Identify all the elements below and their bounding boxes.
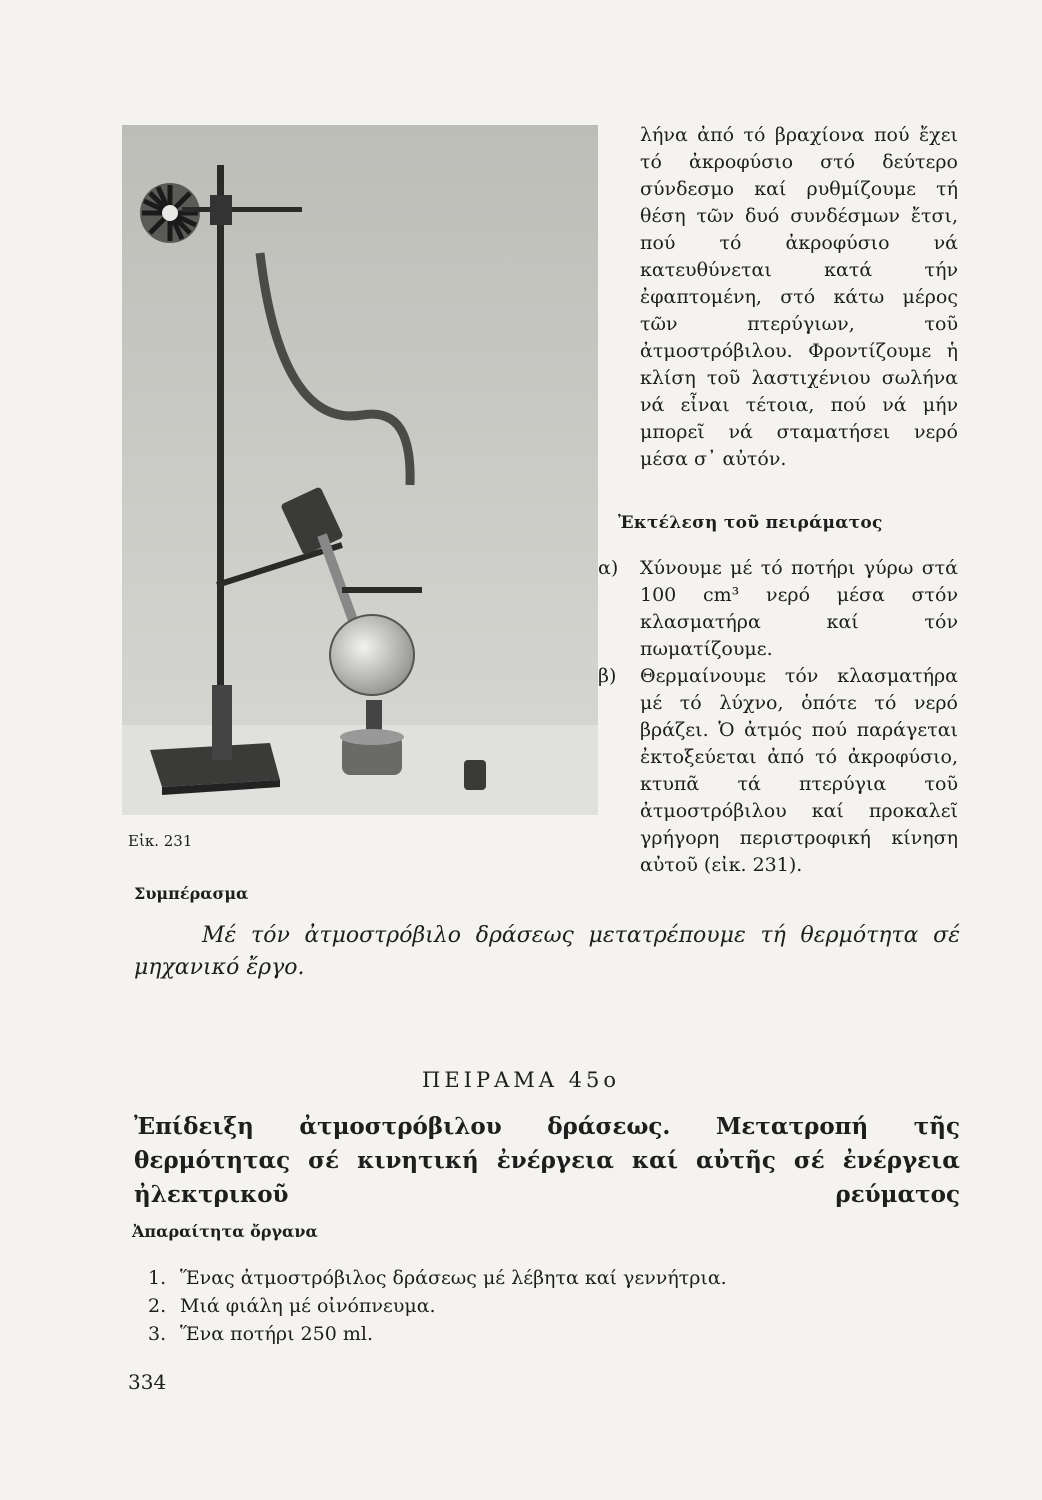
procedure-steps (598, 555, 958, 879)
list-item (148, 1264, 727, 1292)
list-item (148, 1292, 727, 1320)
step-item (598, 663, 958, 879)
item-number: 1. (148, 1267, 167, 1289)
item-number: 3. (148, 1323, 167, 1345)
item-text: Μιά φιάλη μέ οἰνόπνευμα. (180, 1295, 436, 1317)
equipment-list (148, 1264, 727, 1348)
experiment-number: ΠΕΙΡΑΜΑ 45ο (422, 1068, 620, 1092)
step-text: Χύνουμε μέ τό ποτήρι γύρω στά 100 cm³ νερό μέσα στόν κλασματήρα καί τόν πωματίζουμε. (640, 557, 958, 660)
figure-caption: Εἰκ. 231 (128, 832, 193, 850)
step-text: Θερμαίνουμε τόν κλασματήρα μέ τό λύχνο, ὁπότε τό νερό βράζει. Ὁ ἀτμός πού παράγεται ἐκτοξεύεται ἀπό τό ἀκροφύσιο, κτυπᾶ τά πτερύγια τοῦ ἀτμοστρόβιλου καί προκαλεῖ γρήγορη περιστροφική κίνηση αὐτοῦ (εἰκ. 231). (640, 665, 958, 876)
steam-turbine-apparatus-photo (122, 125, 598, 815)
turbine-wheel (140, 183, 200, 243)
experiment-title: Ἐπίδειξη ἀτμοστρόβιλου δράσεως. Μετατροπή τῆς θερμότητας σέ κινητική ἐνέργεια καί αὐτῆς σέ ἐνέργεια ἠλεκτρικοῦ ρεύματος (134, 1113, 960, 1208)
item-text: Ἕνα ποτήρι 250 ml. (180, 1323, 373, 1345)
item-number: 2. (148, 1295, 167, 1317)
continued-paragraph (640, 122, 958, 473)
equipment-heading: Ἀπαραίτητα ὄργανα (132, 1222, 318, 1241)
page-number: 334 (128, 1370, 167, 1394)
conclusion-text: Μέ τόν ἀτμοστρόβιλο δράσεως μετατρέπουμε τή θερμότητα σέ μηχανικό ἔργο. (134, 923, 960, 980)
item-text: Ἕνας ἀτμοστρόβιλος δράσεως μέ λέβητα καί γεννήτρια. (180, 1267, 727, 1289)
step-letter: α) (598, 557, 619, 579)
paragraph-text: λήνα ἀπό τό βραχίονα πού ἔχει τό ἀκροφύσιο στό δεύτερο σύνδεσμο καί ρυθμίζουμε τή θέση τῶν δυό συνδέσμων ἔτσι, πού τό ἀκροφύσιο νά κατευθύνεται κατά τήν ἐφαπτομένη, στό κάτω μέρος τῶν πτερύγιων, τοῦ ἀτμοστρόβιλου. Φροντίζουμε ἡ κλίση τοῦ λαστιχένιου σωλήνα νά εἶναι τέτοια, πού νά μήν μπορεῖ νά σταματήσει νερό μέσα σ᾿ αὐτόν. (640, 124, 958, 470)
procedure-heading: Ἐκτέλεση τοῦ πειράματος (618, 513, 883, 533)
step-letter: β) (598, 665, 617, 687)
step-item (598, 555, 958, 663)
list-item (148, 1320, 727, 1348)
figure-photo (122, 125, 598, 815)
conclusion-heading: Συμπέρασμα (134, 884, 249, 903)
